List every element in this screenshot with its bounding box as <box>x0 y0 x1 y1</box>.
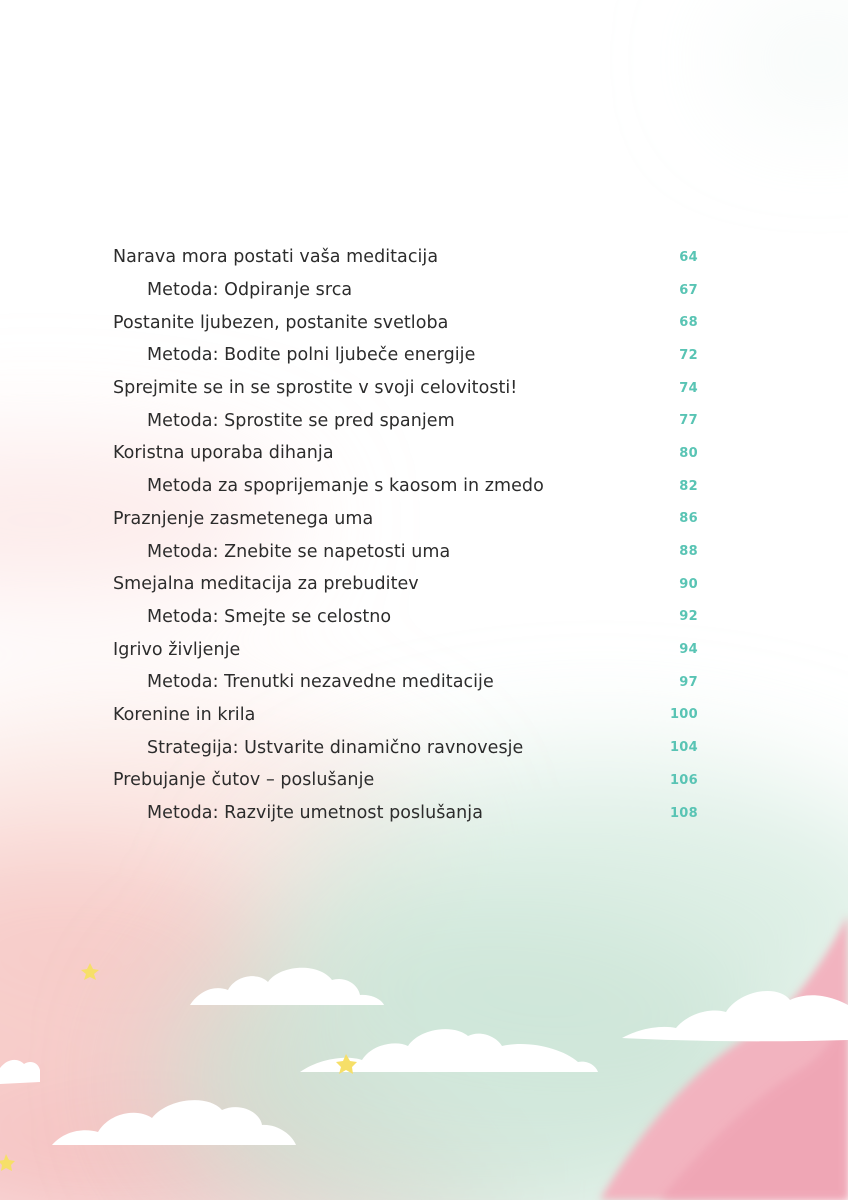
toc-page-number: 80 <box>679 445 698 461</box>
toc-entry-title: Metoda: Trenutki nezavedne meditacije <box>147 672 494 693</box>
toc-page-number: 106 <box>669 772 698 788</box>
toc-subentry <box>113 339 698 372</box>
toc-entry-title: Praznjenje zasmetenega uma <box>113 508 374 529</box>
toc-page-number: 108 <box>669 805 698 821</box>
toc-entry-title: Metoda: Znebite se napetosti uma <box>147 541 451 562</box>
toc-subentry <box>113 731 698 764</box>
toc-entry-title: Prebujanje čutov – poslušanje <box>113 770 375 791</box>
toc-page-number: 72 <box>679 347 698 363</box>
toc-entry <box>113 372 698 405</box>
toc-subentry <box>113 797 698 830</box>
toc-entry <box>113 241 698 274</box>
toc-entry-title: Koristna uporaba dihanja <box>113 443 334 464</box>
toc-subentry <box>113 470 698 503</box>
toc-entry-title: Narava mora postati vaša meditacija <box>113 247 439 268</box>
toc-entry-title: Metoda za spoprijemanje s kaosom in zmedo <box>147 476 544 497</box>
toc-entry-title: Igrivo življenje <box>113 639 241 660</box>
toc-subentry <box>113 274 698 307</box>
toc-entry-title: Metoda: Razvijte umetnost poslušanja <box>147 803 483 824</box>
toc-entry <box>113 437 698 470</box>
toc-page-number: 74 <box>679 380 698 396</box>
toc-entry-title: Korenine in krila <box>113 704 256 725</box>
toc-page-number: 104 <box>669 740 698 756</box>
toc-page-number: 82 <box>679 478 698 494</box>
toc-page-number: 67 <box>679 282 698 298</box>
toc-entry-title: Postanite ljubezen, postanite svetloba <box>113 312 449 333</box>
toc-page-number: 88 <box>679 544 698 560</box>
toc-entry <box>113 699 698 732</box>
toc-subentry <box>113 601 698 634</box>
toc-page-number: 77 <box>679 413 698 429</box>
toc-entry <box>113 568 698 601</box>
table-of-contents <box>113 241 698 829</box>
toc-entry-title: Metoda: Sprostite se pred spanjem <box>147 410 455 431</box>
toc-page-number: 92 <box>679 609 698 625</box>
toc-entry-title: Metoda: Odpiranje srca <box>147 280 353 301</box>
toc-subentry <box>113 535 698 568</box>
toc-page-number: 68 <box>679 315 698 331</box>
toc-page-number: 97 <box>679 674 698 690</box>
toc-page-number: 90 <box>679 576 698 592</box>
toc-entry <box>113 306 698 339</box>
toc-entry <box>113 633 698 666</box>
toc-page-number: 86 <box>679 511 698 527</box>
toc-page-number: 94 <box>679 642 698 658</box>
toc-subentry <box>113 666 698 699</box>
toc-entry-title: Smejalna meditacija za prebuditev <box>113 574 419 595</box>
toc-entry-title: Sprejmite se in se sprostite v svoji celovitosti! <box>113 378 518 399</box>
toc-entry-title: Metoda: Bodite polni ljubeče energije <box>147 345 476 366</box>
toc-subentry <box>113 404 698 437</box>
toc-entry <box>113 503 698 536</box>
toc-page-number: 64 <box>679 249 698 265</box>
toc-entry-title: Metoda: Smejte se celostno <box>147 606 392 627</box>
toc-page-number: 100 <box>669 707 698 723</box>
toc-entry-title: Strategija: Ustvarite dinamično ravnovesje <box>147 737 524 758</box>
toc-entry <box>113 764 698 797</box>
